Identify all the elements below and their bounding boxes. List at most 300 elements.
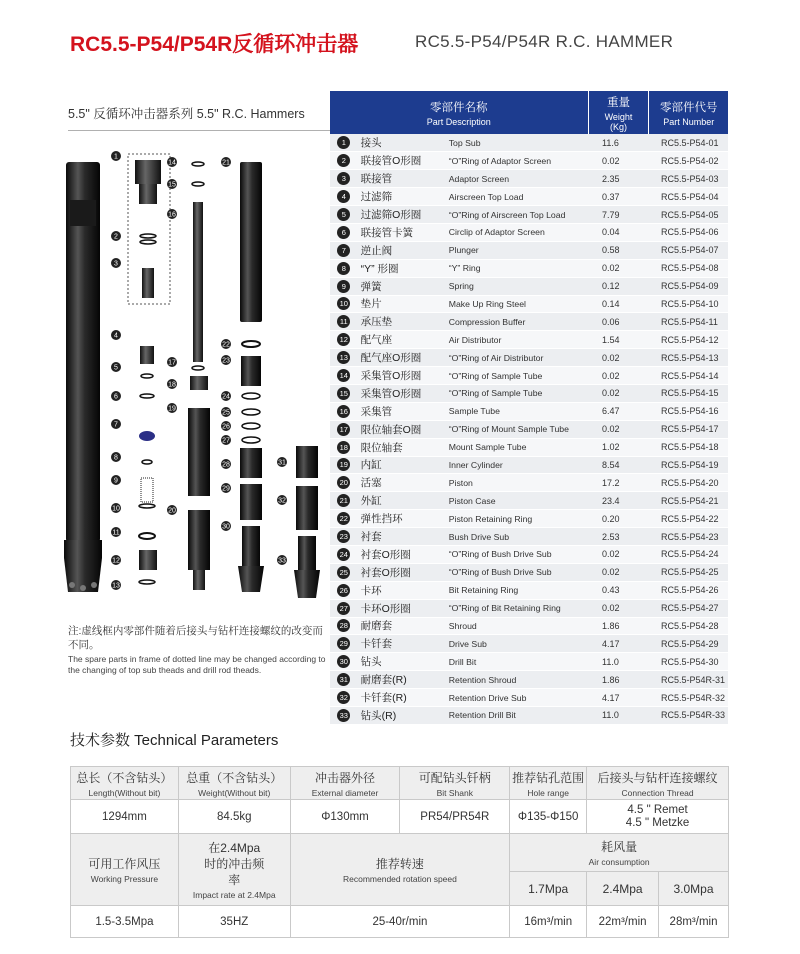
header-weight-cn: 重量 — [607, 96, 630, 109]
part-number-cell — [330, 188, 358, 206]
part-name-en: Plunger — [446, 241, 588, 259]
th-diameter-en: External diameter — [311, 787, 379, 798]
parts-column-2 — [188, 162, 210, 590]
part-number-badge: 30 — [337, 655, 350, 668]
part-code: RC5.5-P54R-32 — [649, 689, 728, 707]
svg-text:26: 26 — [222, 423, 230, 431]
part-number-cell — [330, 474, 358, 492]
part-code: RC5.5-P54-26 — [649, 581, 728, 599]
svg-text:15: 15 — [168, 181, 176, 189]
part-number-cell — [330, 456, 358, 474]
parts-column-r — [294, 446, 320, 598]
part-number-cell — [330, 528, 358, 546]
part-number-cell — [330, 653, 358, 671]
part-weight: 17.2 — [588, 474, 649, 492]
val-connection — [587, 800, 729, 834]
part-number-badge: 25 — [337, 566, 350, 579]
header-pn-en: Part Number — [663, 116, 715, 127]
part-code: RC5.5-P54-23 — [649, 528, 728, 546]
part-code: RC5.5-P54-17 — [649, 420, 728, 438]
part-number-cell — [330, 259, 358, 277]
header-part-description — [330, 91, 588, 134]
val-impact: 35HZ — [178, 906, 290, 938]
parts-table-body — [330, 134, 728, 724]
part-weight: 7.79 — [588, 206, 649, 224]
part-number-badge: 6 — [337, 226, 350, 239]
table-row — [330, 617, 728, 635]
part-number-cell — [330, 545, 358, 563]
part-weight: 11.6 — [588, 134, 649, 152]
th-length — [71, 767, 179, 800]
part-code: RC5.5-P54-29 — [649, 635, 728, 653]
part-name-en: Sample Tube — [446, 402, 588, 420]
table-row — [330, 563, 728, 581]
part-number-badge: 3 — [337, 172, 350, 185]
part-name-cn: 卡环 — [358, 581, 446, 599]
part-code: RC5.5-P54-28 — [649, 617, 728, 635]
table-row — [330, 241, 728, 259]
part-weight: 0.02 — [588, 599, 649, 617]
part-number-badge: 31 — [337, 673, 350, 686]
part-code: RC5.5-P54-14 — [649, 367, 728, 385]
part-weight: 23.4 — [588, 492, 649, 510]
table-row — [330, 545, 728, 563]
part-name-cn: 活塞 — [358, 474, 446, 492]
part-name-en: “O”Ring of Sample Tube — [446, 384, 588, 402]
series-label: 5.5" 反循环冲击器系列 5.5" R.C. Hammers — [68, 107, 305, 121]
table-row — [330, 134, 728, 152]
part-name-en: Airscreen Top Load — [446, 188, 588, 206]
table-row — [330, 438, 728, 456]
part-code: RC5.5-P54-08 — [649, 259, 728, 277]
svg-text:19: 19 — [168, 405, 176, 413]
table-row — [330, 474, 728, 492]
svg-text:16: 16 — [168, 211, 176, 219]
th-weight-cn: 总重（不含钻头） — [186, 770, 283, 785]
table-row — [330, 349, 728, 367]
th-rotation-en: Recommended rotation speed — [342, 874, 457, 884]
svg-text:10: 10 — [112, 505, 120, 513]
part-name-en: “O”Ring of Airscreen Top Load — [446, 206, 588, 224]
header-weight-en: Weight — [604, 111, 633, 122]
part-name-cn: 逆止阀 — [358, 241, 446, 259]
svg-text:22: 22 — [222, 341, 230, 349]
part-name-cn: “Y” 形圈 — [358, 259, 446, 277]
part-number-cell — [330, 599, 358, 617]
part-name-en: “O”Ring of Bush Drive Sub — [446, 563, 588, 581]
table-row — [330, 313, 728, 331]
part-number-cell — [330, 331, 358, 349]
part-code: RC5.5-P54-09 — [649, 277, 728, 295]
part-weight: 0.02 — [588, 349, 649, 367]
svg-text:23: 23 — [222, 357, 230, 365]
part-name-cn: 承压垫 — [358, 313, 446, 331]
th-length-cn: 总长（不含钻头） — [76, 770, 173, 785]
svg-text:25: 25 — [222, 409, 230, 417]
val-air-1: 16m³/min — [510, 906, 587, 938]
th-hole-en: Hole range — [527, 787, 569, 798]
part-number-badge: 15 — [337, 387, 350, 400]
part-name-cn: 钻头(R) — [358, 707, 446, 725]
part-number-cell — [330, 635, 358, 653]
svg-text:33: 33 — [278, 557, 286, 565]
part-number-badge: 33 — [337, 709, 350, 722]
header-weight-unit: (Kg) — [609, 121, 627, 132]
part-weight: 11.0 — [588, 707, 649, 725]
table-row — [330, 259, 728, 277]
part-code: RC5.5-P54-22 — [649, 510, 728, 528]
th-weight — [178, 767, 290, 800]
part-number-cell — [330, 689, 358, 707]
th-pressure-cn: 可用工作风压 — [88, 857, 161, 871]
part-name-cn: 接头 — [358, 134, 446, 152]
part-code: RC5.5-P54-19 — [649, 456, 728, 474]
part-code: RC5.5-P54-24 — [649, 545, 728, 563]
table-row — [330, 402, 728, 420]
svg-text:9: 9 — [114, 477, 118, 485]
part-name-cn: 垫片 — [358, 295, 446, 313]
part-name-cn: 配气座O形圈 — [358, 349, 446, 367]
part-name-en: Make Up Ring Steel — [446, 295, 588, 313]
svg-text:31: 31 — [278, 459, 286, 467]
part-name-cn: 联接管 — [358, 170, 446, 188]
part-number-badge: 32 — [337, 691, 350, 704]
table-row — [330, 653, 728, 671]
part-number-badge: 10 — [337, 297, 350, 310]
part-name-en: Mount Sample Tube — [446, 438, 588, 456]
part-number-cell — [330, 241, 358, 259]
part-name-en: Adaptor Screen — [446, 170, 588, 188]
part-code: RC5.5-P54-18 — [649, 438, 728, 456]
part-number-cell — [330, 349, 358, 367]
part-code: RC5.5-P54-30 — [649, 653, 728, 671]
part-number-badge: 22 — [337, 512, 350, 525]
part-weight: 1.54 — [588, 331, 649, 349]
part-weight: 0.02 — [588, 367, 649, 385]
part-name-en: Retention Drill Bit — [446, 707, 588, 725]
part-number-cell — [330, 402, 358, 420]
part-code: RC5.5-P54-27 — [649, 599, 728, 617]
table-row — [330, 599, 728, 617]
table-row — [330, 689, 728, 707]
th-shank-en: Bit Shank — [436, 787, 473, 798]
part-name-en: “Y” Ring — [446, 259, 588, 277]
part-name-en: “O”Ring of Bush Drive Sub — [446, 545, 588, 563]
part-number-cell — [330, 277, 358, 295]
part-number-badge: 19 — [337, 458, 350, 471]
part-code: RC5.5-P54-21 — [649, 492, 728, 510]
part-name-en: “O”Ring of Mount Sample Tube — [446, 420, 588, 438]
part-code: RC5.5-P54-12 — [649, 331, 728, 349]
part-weight: 0.06 — [588, 313, 649, 331]
assembled-hammer — [64, 162, 102, 592]
header-weight — [588, 91, 649, 134]
part-name-en: “O”Ring of Adaptor Screen — [446, 152, 588, 170]
val-conn-1: 4.5 " Remet — [627, 803, 688, 816]
part-weight: 2.53 — [588, 528, 649, 546]
table-row — [330, 223, 728, 241]
part-number-badge: 24 — [337, 548, 350, 561]
header-desc-cn: 零部件名称 — [430, 101, 488, 114]
part-code: RC5.5-P54-15 — [649, 384, 728, 402]
table-row — [330, 152, 728, 170]
tech-params-table — [70, 766, 729, 938]
part-name-en: Piston Retaining Ring — [446, 510, 588, 528]
val-conn-2: 4.5 " Metzke — [625, 816, 690, 829]
table-row — [330, 420, 728, 438]
part-code: RC5.5-P54-25 — [649, 563, 728, 581]
part-number-cell — [330, 367, 358, 385]
part-weight: 0.14 — [588, 295, 649, 313]
part-number-cell — [330, 438, 358, 456]
part-weight: 0.02 — [588, 545, 649, 563]
th-rotation — [290, 834, 510, 906]
part-name-en: Drill Bit — [446, 653, 588, 671]
part-number-cell — [330, 295, 358, 313]
svg-text:30: 30 — [222, 523, 230, 531]
part-name-en: “O”Ring of Sample Tube — [446, 367, 588, 385]
part-number-badge: 1 — [337, 136, 350, 149]
part-number-badge: 29 — [337, 637, 350, 650]
header-desc-en: Part Description — [426, 116, 491, 127]
part-weight: 6.47 — [588, 402, 649, 420]
th-conn-cn: 后接头与钻杆连接螺纹 — [597, 770, 718, 785]
part-code: RC5.5-P54-13 — [649, 349, 728, 367]
th-hole-cn: 推荐钻孔范围 — [512, 770, 585, 785]
th-pressure-en: Working Pressure — [90, 874, 159, 884]
svg-text:13: 13 — [112, 582, 120, 590]
part-number-cell — [330, 384, 358, 402]
part-name-cn: 衬套O形圈 — [358, 545, 446, 563]
part-weight: 0.12 — [588, 277, 649, 295]
part-weight: 0.58 — [588, 241, 649, 259]
val-air-3: 28m³/min — [659, 906, 729, 938]
divider — [68, 130, 330, 131]
th-pressure — [71, 834, 179, 906]
part-code: RC5.5-P54-11 — [649, 313, 728, 331]
table-row — [330, 331, 728, 349]
note — [68, 624, 328, 676]
val-rotation: 25-40r/min — [290, 906, 510, 938]
part-name-cn: 联接管O形圈 — [358, 152, 446, 170]
part-code: RC5.5-P54-06 — [649, 223, 728, 241]
note-en: The spare parts in frame of dotted line may be changed according to the changing of top sub theads and drill rod theads. — [68, 654, 326, 675]
parts-column-1 — [135, 160, 161, 584]
th-hole-range — [510, 767, 587, 800]
part-number-badge: 7 — [337, 244, 350, 257]
part-name-cn: 外缸 — [358, 492, 446, 510]
part-number-badge: 11 — [337, 315, 350, 328]
part-number-badge: 8 — [337, 262, 350, 275]
part-number-badge: 20 — [337, 476, 350, 489]
parts-column-3 — [238, 162, 264, 592]
table-row — [330, 510, 728, 528]
part-code: RC5.5-P54-20 — [649, 474, 728, 492]
th-air — [510, 834, 729, 872]
part-number-cell — [330, 707, 358, 725]
part-name-en: Shroud — [446, 617, 588, 635]
part-name-cn: 衬套 — [358, 528, 446, 546]
svg-text:17: 17 — [168, 359, 176, 367]
part-name-cn: 弹簧 — [358, 277, 446, 295]
part-name-en: Drive Sub — [446, 635, 588, 653]
part-number-badge: 21 — [337, 494, 350, 507]
table-row — [330, 367, 728, 385]
part-name-cn: 采集管 — [358, 402, 446, 420]
hammer-exploded-drawing — [60, 140, 330, 610]
note-cn: 注:虚线框内零部件随着后接头与钻杆连接螺纹的改变而不同。 — [68, 625, 323, 651]
header-part-number — [649, 91, 728, 134]
th-bit-shank — [400, 767, 510, 800]
part-weight: 1.02 — [588, 438, 649, 456]
table-row — [330, 277, 728, 295]
part-name-en: Piston Case — [446, 492, 588, 510]
table-row — [330, 671, 728, 689]
part-weight: 0.02 — [588, 563, 649, 581]
part-number-badge: 18 — [337, 441, 350, 454]
th-connection — [587, 767, 729, 800]
table-row — [330, 635, 728, 653]
th-air-p1: 1.7Mpa — [510, 872, 587, 906]
part-code: RC5.5-P54-16 — [649, 402, 728, 420]
part-name-en: Compression Buffer — [446, 313, 588, 331]
part-number-cell — [330, 671, 358, 689]
svg-text:1: 1 — [114, 153, 118, 161]
part-name-cn: 配气座 — [358, 331, 446, 349]
part-name-en: Spring — [446, 277, 588, 295]
table-row — [330, 170, 728, 188]
val-hole: Φ135-Φ150 — [510, 800, 587, 834]
table-row — [330, 456, 728, 474]
svg-text:6: 6 — [114, 393, 118, 401]
svg-text:12: 12 — [112, 557, 120, 565]
svg-text:2: 2 — [114, 233, 118, 241]
svg-text:4: 4 — [114, 332, 118, 340]
svg-text:28: 28 — [222, 461, 230, 469]
part-weight: 0.02 — [588, 420, 649, 438]
table-row — [330, 492, 728, 510]
part-number-badge: 26 — [337, 584, 350, 597]
part-code: RC5.5-P54-07 — [649, 241, 728, 259]
part-name-cn: 衬套O形圈 — [358, 563, 446, 581]
svg-text:18: 18 — [168, 381, 176, 389]
part-name-en: Bush Drive Sub — [446, 528, 588, 546]
part-number-badge: 28 — [337, 619, 350, 632]
part-name-en: Air Distributor — [446, 331, 588, 349]
tech-params-title: 技术参数 Technical Parameters — [70, 732, 279, 749]
svg-text:27: 27 — [222, 437, 230, 445]
part-weight: 0.20 — [588, 510, 649, 528]
part-name-cn: 限位轴套O圈 — [358, 420, 446, 438]
part-name-cn: 内缸 — [358, 456, 446, 474]
th-shank-cn: 可配钻头钎柄 — [418, 770, 491, 785]
part-code: RC5.5-P54-10 — [649, 295, 728, 313]
part-number-badge: 12 — [337, 333, 350, 346]
part-weight: 0.02 — [588, 259, 649, 277]
th-diameter-cn: 冲击器外径 — [315, 770, 376, 785]
part-number-cell — [330, 617, 358, 635]
part-weight: 1.86 — [588, 617, 649, 635]
part-weight: 11.0 — [588, 653, 649, 671]
part-number-cell — [330, 134, 358, 152]
page-title: RC5.5-P54/P54R反循环冲击器 — [70, 33, 359, 56]
part-number-badge: 17 — [337, 423, 350, 436]
part-number-cell — [330, 420, 358, 438]
th-impact-en: Impact rate at 2.4Mpa — [192, 889, 276, 900]
svg-text:24: 24 — [222, 393, 230, 401]
part-code: RC5.5-P54-03 — [649, 170, 728, 188]
part-name-en: Inner Cylinder — [446, 456, 588, 474]
part-name-cn: 限位轴套 — [358, 438, 446, 456]
table-row — [330, 295, 728, 313]
part-name-en: Top Sub — [446, 134, 588, 152]
val-length: 1294mm — [71, 800, 179, 834]
th-air-p2: 2.4Mpa — [587, 872, 659, 906]
part-code: RC5.5-P54-05 — [649, 206, 728, 224]
table-row — [330, 384, 728, 402]
val-weight: 84.5kg — [178, 800, 290, 834]
svg-text:7: 7 — [114, 421, 118, 429]
part-name-en: “O”Ring of Air Distributor — [446, 349, 588, 367]
part-code: RC5.5-P54R-31 — [649, 671, 728, 689]
part-number-badge: 27 — [337, 602, 350, 615]
th-length-en: Length(Without bit) — [88, 787, 161, 798]
val-air-2: 22m³/min — [587, 906, 659, 938]
th-impact — [178, 834, 290, 906]
svg-text:21: 21 — [222, 159, 230, 167]
part-number-badge: 5 — [337, 208, 350, 221]
part-weight: 2.35 — [588, 170, 649, 188]
part-name-cn: 耐磨套 — [358, 617, 446, 635]
part-number-badge: 9 — [337, 280, 350, 293]
svg-text:11: 11 — [112, 529, 120, 537]
th-weight-en: Weight(Without bit) — [198, 787, 271, 798]
table-row — [330, 707, 728, 725]
part-name-cn: 耐磨套(R) — [358, 671, 446, 689]
table-row — [330, 188, 728, 206]
part-weight: 4.17 — [588, 689, 649, 707]
part-name-cn: 卡钎套 — [358, 635, 446, 653]
part-weight: 0.02 — [588, 152, 649, 170]
part-number-cell — [330, 581, 358, 599]
part-code: RC5.5-P54-01 — [649, 134, 728, 152]
part-name-en: Bit Retaining Ring — [446, 581, 588, 599]
th-air-p3: 3.0Mpa — [659, 872, 729, 906]
part-name-cn: 卡环O形圈 — [358, 599, 446, 617]
part-number-cell — [330, 170, 358, 188]
part-number-cell — [330, 563, 358, 581]
part-number-badge: 2 — [337, 154, 350, 167]
th-air-cn: 耗风量 — [601, 840, 638, 854]
th-rotation-cn: 推荐转速 — [375, 857, 424, 871]
th-impact-cn: 在2.4Mpa时的冲击频率 — [204, 840, 265, 887]
part-name-en: Piston — [446, 474, 588, 492]
part-name-cn: 过滤筛 — [358, 188, 446, 206]
part-code: RC5.5-P54-04 — [649, 188, 728, 206]
part-number-cell — [330, 510, 358, 528]
page-title-en: RC5.5-P54/P54R R.C. HAMMER — [415, 32, 674, 51]
part-name-en: Retention Shroud — [446, 671, 588, 689]
part-name-cn: 钻头 — [358, 653, 446, 671]
part-number-cell — [330, 223, 358, 241]
part-number-badge: 23 — [337, 530, 350, 543]
part-weight: 8.54 — [588, 456, 649, 474]
svg-text:20: 20 — [168, 507, 176, 515]
part-name-cn: 弹性挡环 — [358, 510, 446, 528]
part-number-badge: 14 — [337, 369, 350, 382]
svg-text:3: 3 — [114, 260, 118, 268]
part-name-cn: 卡钎套(R) — [358, 689, 446, 707]
